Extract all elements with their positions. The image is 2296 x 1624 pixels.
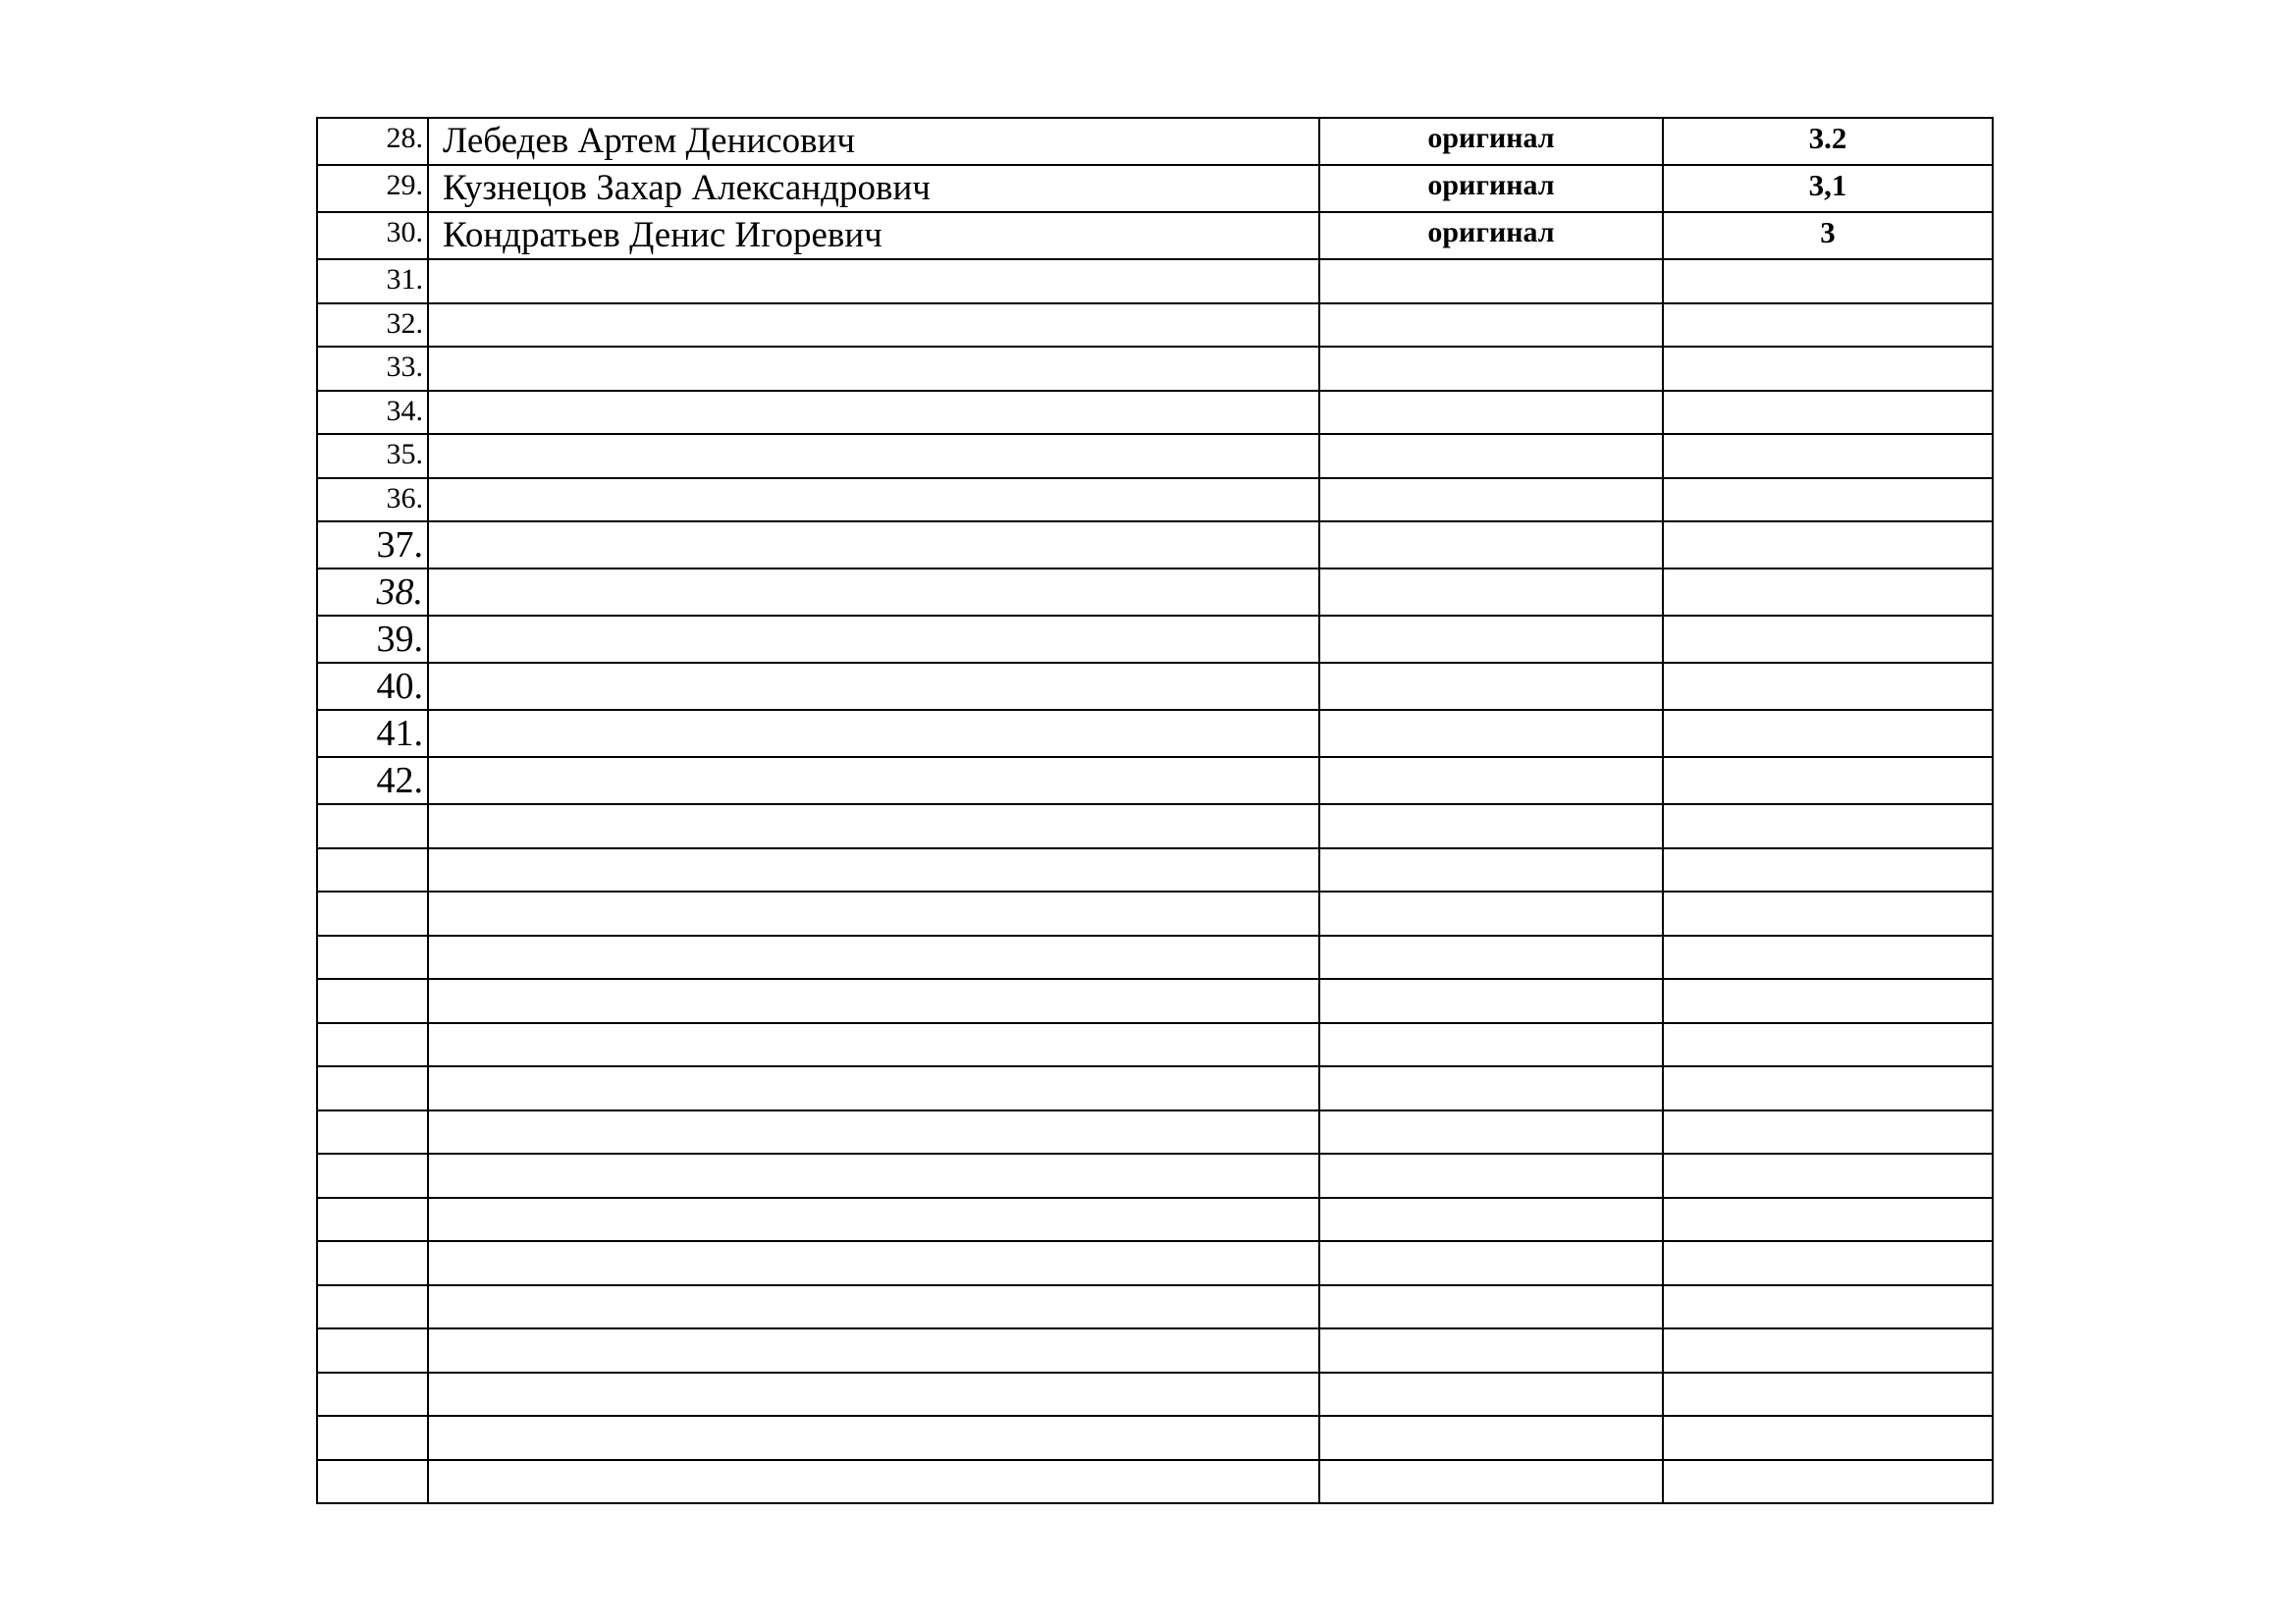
table-row: [317, 1460, 1993, 1504]
full-name-cell: Кузнецов Захар Александрович: [428, 165, 1319, 212]
table-row: [317, 212, 1993, 259]
score-cell: [1663, 1285, 1993, 1329]
document-type-cell: [1319, 1154, 1663, 1198]
document-type-cell: [1319, 1198, 1663, 1242]
table-row: [317, 347, 1993, 391]
row-number-cell: 35.: [317, 434, 428, 478]
score-cell: [1663, 1373, 1993, 1417]
row-number-cell: [317, 1154, 428, 1198]
score-cell: [1663, 1023, 1993, 1067]
score-cell: [1663, 478, 1993, 522]
full-name-cell: [428, 757, 1319, 804]
table-row: [317, 1285, 1993, 1329]
row-number-cell: 41.: [317, 710, 428, 757]
score-cell: [1663, 757, 1993, 804]
table-row: [317, 848, 1993, 893]
document-type-cell: оригинал: [1319, 212, 1663, 259]
row-number-cell: [317, 1198, 428, 1242]
score-cell: [1663, 979, 1993, 1023]
table-row: [317, 1373, 1993, 1417]
table-row: [317, 1328, 1993, 1373]
table-row: [317, 1416, 1993, 1460]
row-number-cell: [317, 1066, 428, 1110]
row-number-cell: [317, 1328, 428, 1373]
row-number-cell: [317, 848, 428, 893]
table-row: [317, 478, 1993, 522]
row-number-cell: [317, 1416, 428, 1460]
score-cell: [1663, 1416, 1993, 1460]
row-number-cell: 31.: [317, 259, 428, 303]
document-type-cell: [1319, 892, 1663, 936]
row-number-cell: [317, 936, 428, 980]
row-number-cell: [317, 1460, 428, 1504]
full-name-cell: Лебедев Артем Денисович: [428, 118, 1319, 165]
document-type-cell: [1319, 478, 1663, 522]
table-row: [317, 434, 1993, 478]
table-row: [317, 1110, 1993, 1155]
score-cell: [1663, 848, 1993, 893]
full-name-cell: [428, 804, 1319, 848]
applicant-table-body: [317, 118, 1993, 1503]
score-cell: [1663, 259, 1993, 303]
table-row: [317, 259, 1993, 303]
document-type-cell: [1319, 1373, 1663, 1417]
score-cell: 3: [1663, 212, 1993, 259]
score-cell: [1663, 1460, 1993, 1504]
table-row: [317, 804, 1993, 848]
full-name-cell: [428, 1416, 1319, 1460]
full-name-cell: [428, 979, 1319, 1023]
document-type-cell: [1319, 1416, 1663, 1460]
full-name-cell: [428, 1373, 1319, 1417]
full-name-cell: [428, 1023, 1319, 1067]
row-number-cell: [317, 1023, 428, 1067]
full-name-cell: [428, 391, 1319, 435]
score-cell: [1663, 616, 1993, 663]
full-name-cell: [428, 1460, 1319, 1504]
table-row: [317, 1154, 1993, 1198]
score-cell: [1663, 663, 1993, 710]
table-row: [317, 663, 1993, 710]
row-number-cell: 29.: [317, 165, 428, 212]
full-name-cell: [428, 663, 1319, 710]
row-number-cell: 37.: [317, 521, 428, 568]
table-row: [317, 757, 1993, 804]
full-name-cell: [428, 1328, 1319, 1373]
document-type-cell: [1319, 568, 1663, 616]
document-type-cell: [1319, 347, 1663, 391]
score-cell: [1663, 892, 1993, 936]
score-cell: [1663, 1110, 1993, 1155]
full-name-cell: [428, 892, 1319, 936]
score-cell: [1663, 434, 1993, 478]
score-cell: [1663, 303, 1993, 348]
row-number-cell: 40.: [317, 663, 428, 710]
table-row: [317, 1023, 1993, 1067]
full-name-cell: [428, 1110, 1319, 1155]
document-type-cell: [1319, 259, 1663, 303]
score-cell: [1663, 1066, 1993, 1110]
row-number-cell: 36.: [317, 478, 428, 522]
full-name-cell: [428, 1285, 1319, 1329]
document-type-cell: [1319, 1328, 1663, 1373]
document-type-cell: [1319, 804, 1663, 848]
table-row: [317, 118, 1993, 165]
score-cell: 3.2: [1663, 118, 1993, 165]
full-name-cell: [428, 1066, 1319, 1110]
row-number-cell: [317, 1110, 428, 1155]
row-number-cell: [317, 1241, 428, 1285]
row-number-cell: 32.: [317, 303, 428, 348]
full-name-cell: [428, 710, 1319, 757]
document-type-cell: [1319, 521, 1663, 568]
table-row: [317, 616, 1993, 663]
row-number-cell: 28.: [317, 118, 428, 165]
document-type-cell: [1319, 663, 1663, 710]
score-cell: [1663, 1154, 1993, 1198]
row-number-cell: 30.: [317, 212, 428, 259]
table-row: [317, 1066, 1993, 1110]
document-type-cell: [1319, 1285, 1663, 1329]
table-row: [317, 710, 1993, 757]
score-cell: [1663, 936, 1993, 980]
row-number-cell: [317, 892, 428, 936]
row-number-cell: 38.: [317, 568, 428, 616]
row-number-cell: 39.: [317, 616, 428, 663]
row-number-cell: 34.: [317, 391, 428, 435]
table-row: [317, 303, 1993, 348]
full-name-cell: [428, 434, 1319, 478]
row-number-cell: [317, 1373, 428, 1417]
full-name-cell: [428, 616, 1319, 663]
score-cell: [1663, 710, 1993, 757]
document-type-cell: [1319, 434, 1663, 478]
full-name-cell: [428, 568, 1319, 616]
document-type-cell: [1319, 1241, 1663, 1285]
score-cell: [1663, 347, 1993, 391]
document-type-cell: [1319, 1066, 1663, 1110]
table-row: [317, 568, 1993, 616]
applicant-table: [316, 117, 1994, 1504]
full-name-cell: [428, 303, 1319, 348]
table-row: [317, 936, 1993, 980]
row-number-cell: [317, 1285, 428, 1329]
document-type-cell: [1319, 710, 1663, 757]
row-number-cell: 42.: [317, 757, 428, 804]
document-type-cell: [1319, 1023, 1663, 1067]
row-number-cell: [317, 804, 428, 848]
document-page: [316, 117, 1992, 1504]
score-cell: 3,1: [1663, 165, 1993, 212]
score-cell: [1663, 1198, 1993, 1242]
table-row: [317, 1241, 1993, 1285]
score-cell: [1663, 1328, 1993, 1373]
document-type-cell: [1319, 757, 1663, 804]
full-name-cell: [428, 936, 1319, 980]
table-row: [317, 165, 1993, 212]
document-type-cell: [1319, 936, 1663, 980]
document-type-cell: [1319, 1460, 1663, 1504]
full-name-cell: [428, 1198, 1319, 1242]
document-type-cell: [1319, 979, 1663, 1023]
full-name-cell: [428, 259, 1319, 303]
document-type-cell: [1319, 391, 1663, 435]
document-type-cell: [1319, 616, 1663, 663]
table-row: [317, 979, 1993, 1023]
score-cell: [1663, 1241, 1993, 1285]
full-name-cell: [428, 848, 1319, 893]
full-name-cell: [428, 521, 1319, 568]
document-type-cell: [1319, 1110, 1663, 1155]
document-type-cell: оригинал: [1319, 165, 1663, 212]
full-name-cell: [428, 478, 1319, 522]
score-cell: [1663, 568, 1993, 616]
score-cell: [1663, 391, 1993, 435]
full-name-cell: Кондратьев Денис Игоревич: [428, 212, 1319, 259]
score-cell: [1663, 804, 1993, 848]
table-row: [317, 1198, 1993, 1242]
document-type-cell: [1319, 303, 1663, 348]
score-cell: [1663, 521, 1993, 568]
full-name-cell: [428, 347, 1319, 391]
document-type-cell: [1319, 848, 1663, 893]
row-number-cell: [317, 979, 428, 1023]
full-name-cell: [428, 1154, 1319, 1198]
row-number-cell: 33.: [317, 347, 428, 391]
table-row: [317, 892, 1993, 936]
full-name-cell: [428, 1241, 1319, 1285]
table-row: [317, 521, 1993, 568]
table-row: [317, 391, 1993, 435]
document-type-cell: оригинал: [1319, 118, 1663, 165]
